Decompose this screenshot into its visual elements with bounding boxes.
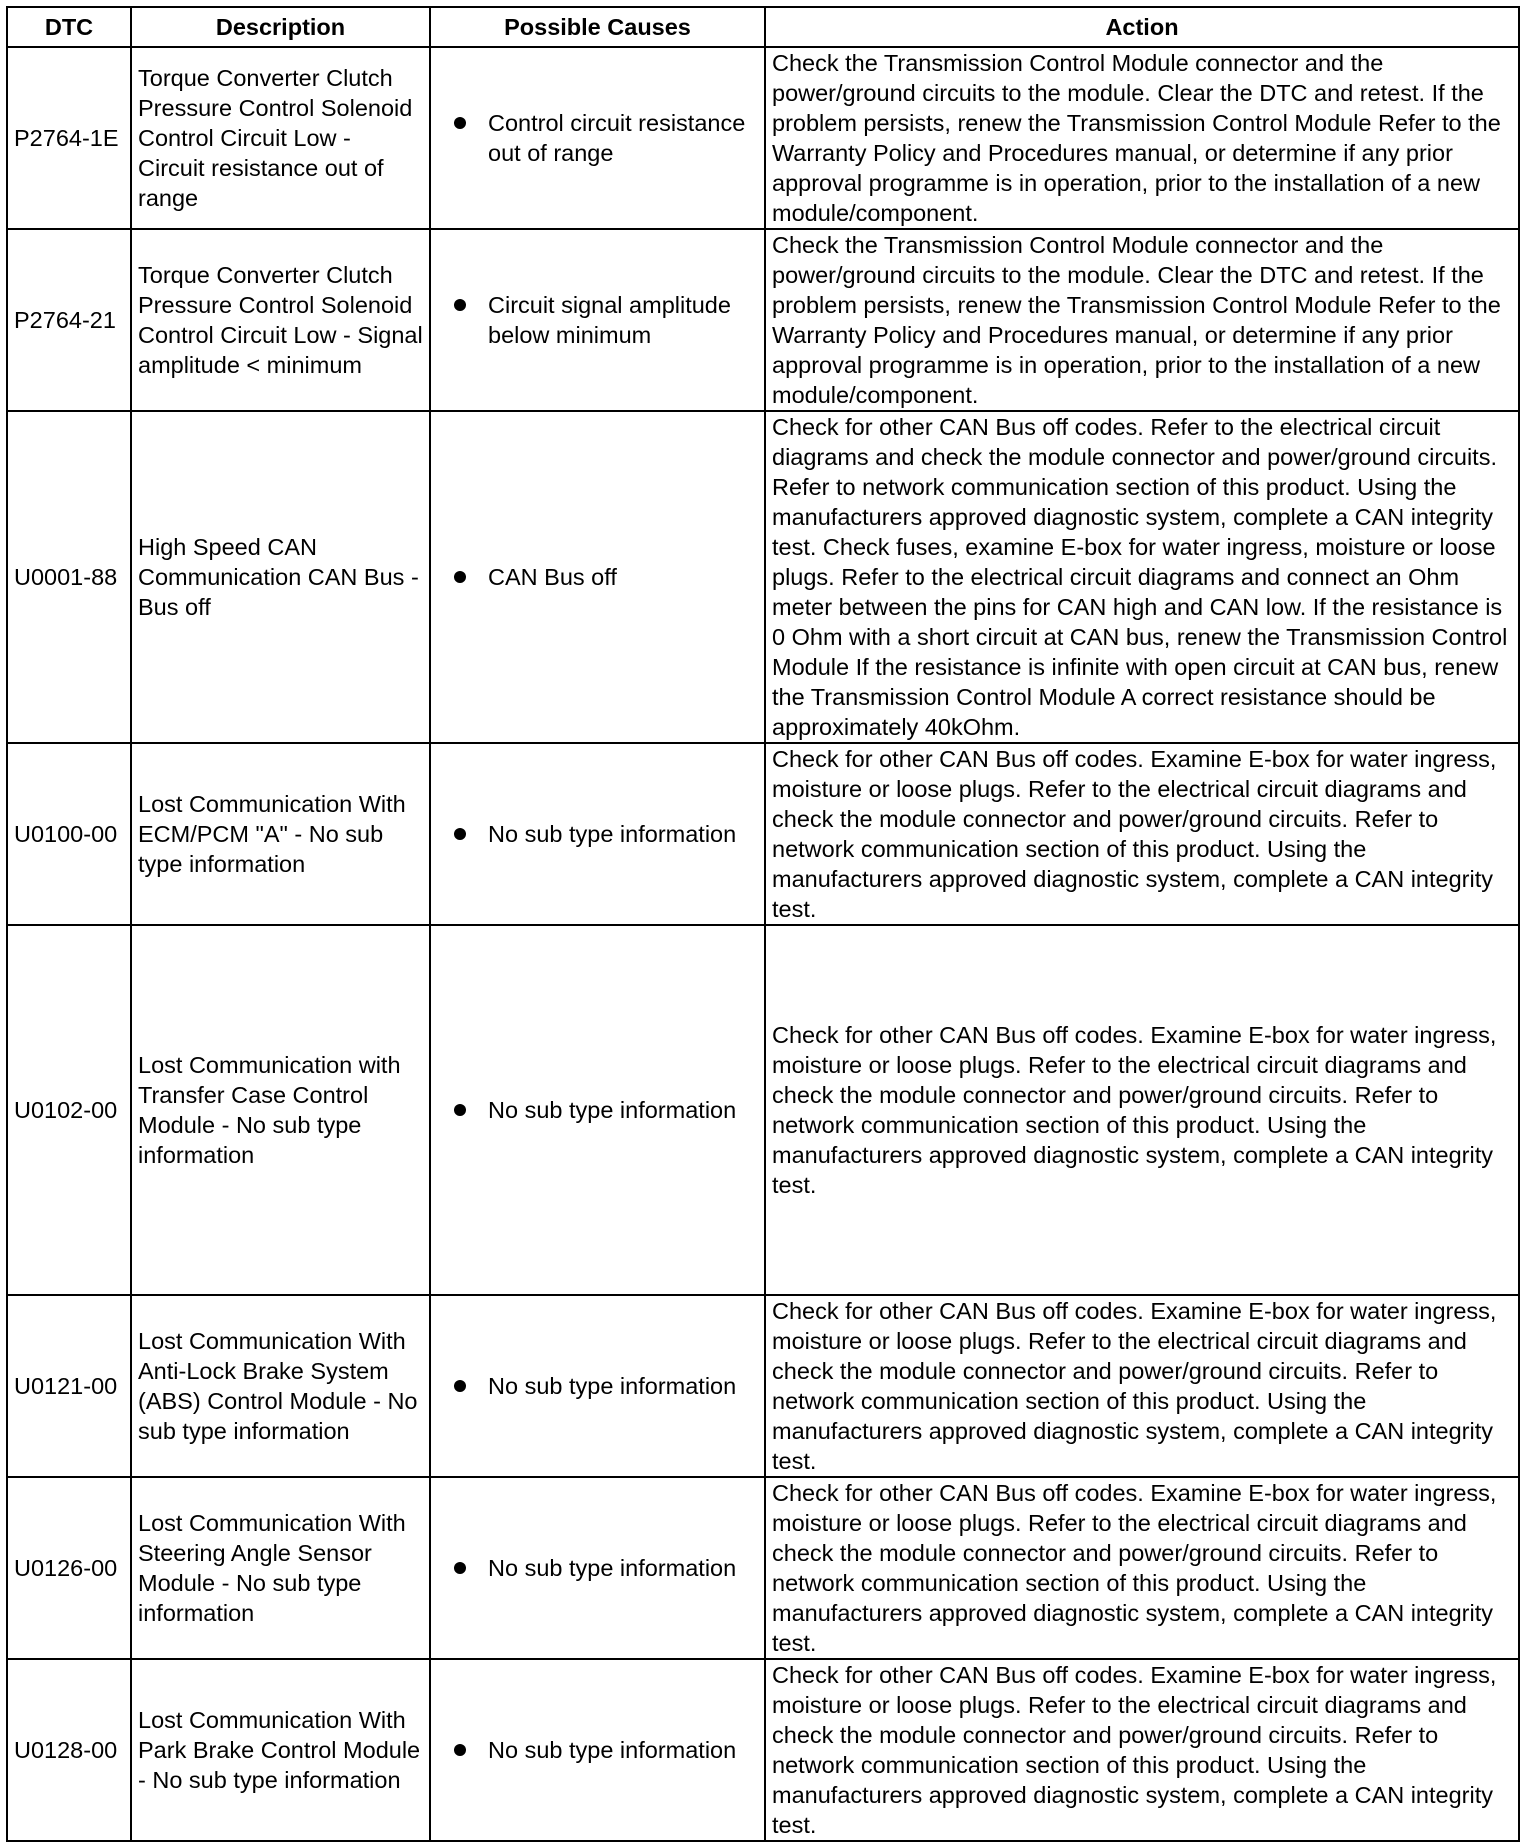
dtc-description: Lost Communication With Steering Angle Sensor Module - No sub type information xyxy=(131,1477,430,1659)
possible-causes-cell xyxy=(430,1659,765,1841)
dtc-code: U0126-00 xyxy=(7,1477,131,1659)
possible-causes-cell xyxy=(430,743,765,925)
possible-causes-cell xyxy=(430,1477,765,1659)
causes-list xyxy=(437,1371,758,1401)
header-row xyxy=(7,7,1519,47)
table-row xyxy=(7,1477,1519,1659)
dtc-action: Check for other CAN Bus off codes. Examine E-box for water ingress, moisture or loose plugs. Refer to the electrical circuit diagrams and check the module connector and power/ground circuits. Refer to network communication section of this product. Using the manufacturers approved diagnostic system, complete a CAN integrity test. xyxy=(765,1295,1519,1477)
causes-list xyxy=(437,290,758,350)
dtc-code: U0100-00 xyxy=(7,743,131,925)
dtc-description: Lost Communication With Anti-Lock Brake System (ABS) Control Module - No sub type information xyxy=(131,1295,430,1477)
causes-list xyxy=(437,1735,758,1765)
dtc-action: Check the Transmission Control Module connector and the power/ground circuits to the module. Clear the DTC and retest. If the problem persists, renew the Transmission Control Module Refer to the Warranty Policy and Procedures manual, or determine if any prior approval programme is in operation, prior to the installation of a new module/component. xyxy=(765,229,1519,411)
cause-item: No sub type information xyxy=(488,819,758,849)
table-row xyxy=(7,1659,1519,1841)
dtc-code: P2764-1E xyxy=(7,47,131,229)
cause-item: CAN Bus off xyxy=(488,562,758,592)
header-description: Description xyxy=(131,7,430,47)
table-row xyxy=(7,411,1519,743)
table-row xyxy=(7,1295,1519,1477)
causes-list xyxy=(437,1095,758,1125)
table-row xyxy=(7,743,1519,925)
header-action: Action xyxy=(765,7,1519,47)
dtc-table xyxy=(6,6,1520,1842)
cause-item: No sub type information xyxy=(488,1553,758,1583)
table-row xyxy=(7,925,1519,1295)
cause-item: No sub type information xyxy=(488,1095,758,1125)
causes-list xyxy=(437,562,758,592)
table-body xyxy=(7,47,1519,1841)
dtc-description: Lost Communication With ECM/PCM "A" - No sub type information xyxy=(131,743,430,925)
table-row xyxy=(7,229,1519,411)
causes-list xyxy=(437,1553,758,1583)
dtc-description: Torque Converter Clutch Pressure Control Solenoid Control Circuit Low - Circuit resistance out of range xyxy=(131,47,430,229)
table-row xyxy=(7,47,1519,229)
dtc-action: Check the Transmission Control Module connector and the power/ground circuits to the module. Clear the DTC and retest. If the problem persists, renew the Transmission Control Module Refer to the Warranty Policy and Procedures manual, or determine if any prior approval programme is in operation, prior to the installation of a new module/component. xyxy=(765,47,1519,229)
dtc-action: Check for other CAN Bus off codes. Examine E-box for water ingress, moisture or loose plugs. Refer to the electrical circuit diagrams and check the module connector and power/ground circuits. Refer to network communication section of this product. Using the manufacturers approved diagnostic system, complete a CAN integrity test. xyxy=(765,1659,1519,1841)
possible-causes-cell xyxy=(430,229,765,411)
possible-causes-cell xyxy=(430,411,765,743)
causes-list xyxy=(437,819,758,849)
cause-item: No sub type information xyxy=(488,1371,758,1401)
possible-causes-cell xyxy=(430,47,765,229)
possible-causes-cell xyxy=(430,1295,765,1477)
cause-item: Control circuit resistance out of range xyxy=(488,108,758,168)
dtc-description: Lost Communication with Transfer Case Control Module - No sub type information xyxy=(131,925,430,1295)
dtc-description: Lost Communication With Park Brake Control Module - No sub type information xyxy=(131,1659,430,1841)
cause-item: No sub type information xyxy=(488,1735,758,1765)
possible-causes-cell xyxy=(430,925,765,1295)
dtc-description: Torque Converter Clutch Pressure Control Solenoid Control Circuit Low - Signal amplitude < minimum xyxy=(131,229,430,411)
dtc-code: U0128-00 xyxy=(7,1659,131,1841)
dtc-description: High Speed CAN Communication CAN Bus - Bus off xyxy=(131,411,430,743)
table-header xyxy=(7,7,1519,47)
dtc-code: U0001-88 xyxy=(7,411,131,743)
dtc-code: U0102-00 xyxy=(7,925,131,1295)
dtc-action: Check for other CAN Bus off codes. Refer to the electrical circuit diagrams and check the module connector and power/ground circuits. Refer to network communication section of this product. Using the manufacturers approved diagnostic system, complete a CAN integrity test. Check fuses, examine E-box for water ingress, moisture or loose plugs. Refer to the electrical circuit diagrams and connect an Ohm meter between the pins for CAN high and CAN low. If the resistance is 0 Ohm with a short circuit at CAN bus, renew the Transmission Control Module If the resistance is infinite with open circuit at CAN bus, renew the Transmission Control Module A correct resistance should be approximately 40kOhm. xyxy=(765,411,1519,743)
dtc-action: Check for other CAN Bus off codes. Examine E-box for water ingress, moisture or loose plugs. Refer to the electrical circuit diagrams and check the module connector and power/ground circuits. Refer to network communication section of this product. Using the manufacturers approved diagnostic system, complete a CAN integrity test. xyxy=(765,1477,1519,1659)
causes-list xyxy=(437,108,758,168)
cause-item: Circuit signal amplitude below minimum xyxy=(488,290,758,350)
dtc-action: Check for other CAN Bus off codes. Examine E-box for water ingress, moisture or loose plugs. Refer to the electrical circuit diagrams and check the module connector and power/ground circuits. Refer to network communication section of this product. Using the manufacturers approved diagnostic system, complete a CAN integrity test. xyxy=(765,925,1519,1295)
dtc-action: Check for other CAN Bus off codes. Examine E-box for water ingress, moisture or loose plugs. Refer to the electrical circuit diagrams and check the module connector and power/ground circuits. Refer to network communication section of this product. Using the manufacturers approved diagnostic system, complete a CAN integrity test. xyxy=(765,743,1519,925)
dtc-code: P2764-21 xyxy=(7,229,131,411)
header-dtc: DTC xyxy=(7,7,131,47)
header-possible-causes: Possible Causes xyxy=(430,7,765,47)
dtc-code: U0121-00 xyxy=(7,1295,131,1477)
